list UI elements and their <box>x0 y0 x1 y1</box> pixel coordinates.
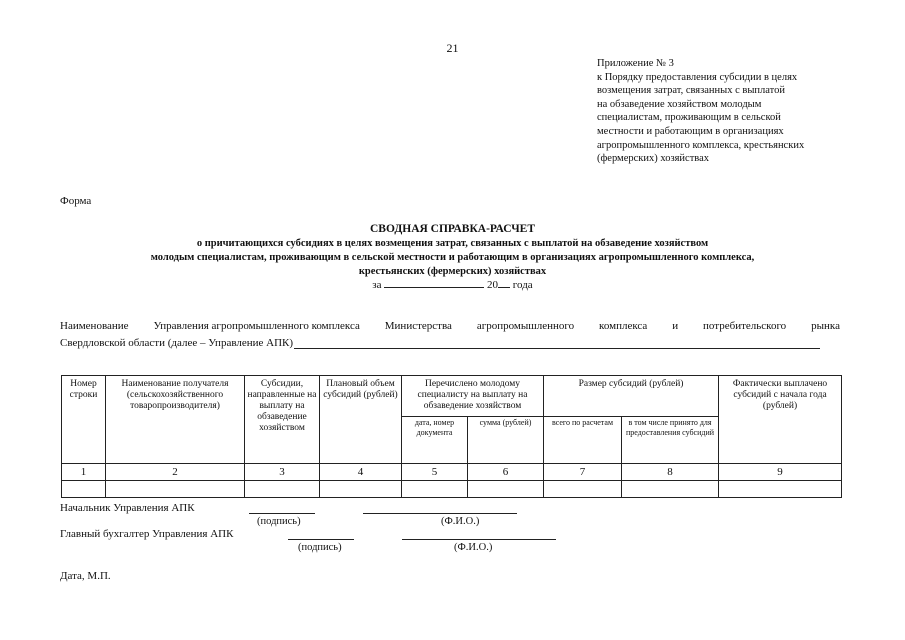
appendix-line: Приложение № 3 <box>597 58 674 69</box>
header-recipient-name: Наименование получателя (сельскохозяйственного товаропроизводителя) <box>106 376 245 464</box>
table-cell[interactable] <box>719 481 842 498</box>
accountant-name-line[interactable] <box>402 539 556 540</box>
org-word: рынка <box>811 320 840 332</box>
form-label: Форма <box>60 195 92 207</box>
accountant-name-caption: (Ф.И.О.) <box>454 542 493 553</box>
period-prefix: за <box>372 279 382 291</box>
org-word: Управления агропромышленного комплекса <box>153 320 360 332</box>
organization-name-line <box>60 320 840 332</box>
period-line <box>40 276 865 291</box>
appendix-line: специалистам, проживающим в сельской <box>597 112 781 124</box>
appendix-line: возмещения затрат, связанных с выплатой <box>597 85 785 97</box>
appendix-line: агропромышленного комплекса, крестьянских <box>597 139 805 151</box>
accountant-signature-caption: (подпись) <box>298 542 342 553</box>
header-amount: сумма (рублей) <box>468 417 544 464</box>
table-cell[interactable] <box>468 481 544 498</box>
column-number: 2 <box>106 464 245 481</box>
accountant-signature-line[interactable] <box>288 539 354 540</box>
head-signature-label: Начальник Управления АПК <box>60 502 195 514</box>
table-cell[interactable] <box>245 481 320 498</box>
head-name-caption: (Ф.И.О.) <box>441 516 480 527</box>
table-cell[interactable] <box>544 481 622 498</box>
column-number: 5 <box>402 464 468 481</box>
column-number: 8 <box>622 464 719 481</box>
column-number: 3 <box>245 464 320 481</box>
table-row <box>62 481 842 498</box>
title-subtitle-3: крестьянских (фермерских) хозяйствах <box>358 266 547 277</box>
org-word: агропромышленного <box>476 320 575 332</box>
org-word: Министерства <box>384 320 452 332</box>
accountant-signature-label: Главный бухгалтер Управления АПК <box>60 528 234 540</box>
period-year-prefix: 20 <box>487 279 499 291</box>
column-number: 4 <box>320 464 402 481</box>
period-suffix: года <box>512 279 533 291</box>
head-name-line[interactable] <box>363 513 517 514</box>
document-title <box>40 222 865 279</box>
period-year-blank[interactable] <box>498 276 510 288</box>
header-subsidy-size: Размер субсидий (рублей) <box>544 376 719 417</box>
calculation-table <box>61 375 842 498</box>
header-subsidies-directed: Субсидии, направленные на выплату на обзаведение хозяйством <box>245 376 320 464</box>
column-number: 7 <box>544 464 622 481</box>
org-name-continuation: Свердловской области (далее – Управление АПК) <box>60 337 294 349</box>
table-cell[interactable] <box>622 481 719 498</box>
table-cell[interactable] <box>402 481 468 498</box>
column-number: 9 <box>719 464 842 481</box>
table-header-row <box>62 376 842 417</box>
column-number: 1 <box>62 464 106 481</box>
table-cell[interactable] <box>320 481 402 498</box>
appendix-line: (фермерских) хозяйствах <box>597 153 710 165</box>
column-number-row <box>62 464 842 481</box>
date-stamp-label: Дата, М.П. <box>60 570 111 582</box>
head-signature-caption: (подпись) <box>257 516 301 527</box>
title-subtitle-1: о причитающихся субсидиях в целях возмещения затрат, связанных с выплатой на обзаведение хозяйством <box>196 238 709 249</box>
table-cell[interactable] <box>62 481 106 498</box>
table-cell[interactable] <box>106 481 245 498</box>
header-planned-volume: Плановый объем субсидий (рублей) <box>320 376 402 464</box>
page-number: 21 <box>446 41 459 55</box>
organization-name-line-2 <box>60 337 820 349</box>
header-total-calc: всего по расчетам <box>544 417 622 464</box>
appendix-line: на обзаведение хозяйством молодым <box>597 98 762 110</box>
org-word: и <box>672 320 679 332</box>
header-transferred: Перечислено молодому специалисту на выплату на обзаведение хозяйством <box>402 376 544 417</box>
title-subtitle-2: молодым специалистам, проживающим в сельской местности и работающим в организациях агропромышленного комплекса, <box>150 252 755 263</box>
header-row-number: Номер строки <box>62 376 106 464</box>
org-word: комплекса <box>599 320 648 332</box>
appendix-line: местности и работающим в организациях <box>597 125 784 137</box>
title-main: СВОДНАЯ СПРАВКА-РАСЧЕТ <box>369 223 536 235</box>
head-signature-line[interactable] <box>249 513 315 514</box>
header-actually-paid: Фактически выплачено субсидий с начала года (рублей) <box>719 376 842 464</box>
appendix-note <box>597 57 847 166</box>
org-word: потребительского <box>703 320 787 332</box>
org-word: Наименование <box>60 320 129 332</box>
header-accepted: в том числе принято для предоставления субсидий <box>622 417 719 464</box>
period-date-blank[interactable] <box>384 276 484 288</box>
header-date-doc: дата, номер документа <box>402 417 468 464</box>
column-number: 6 <box>468 464 544 481</box>
org-name-fill-line[interactable] <box>294 338 820 349</box>
appendix-line: к Порядку предоставления субсидии в целях <box>597 71 798 83</box>
